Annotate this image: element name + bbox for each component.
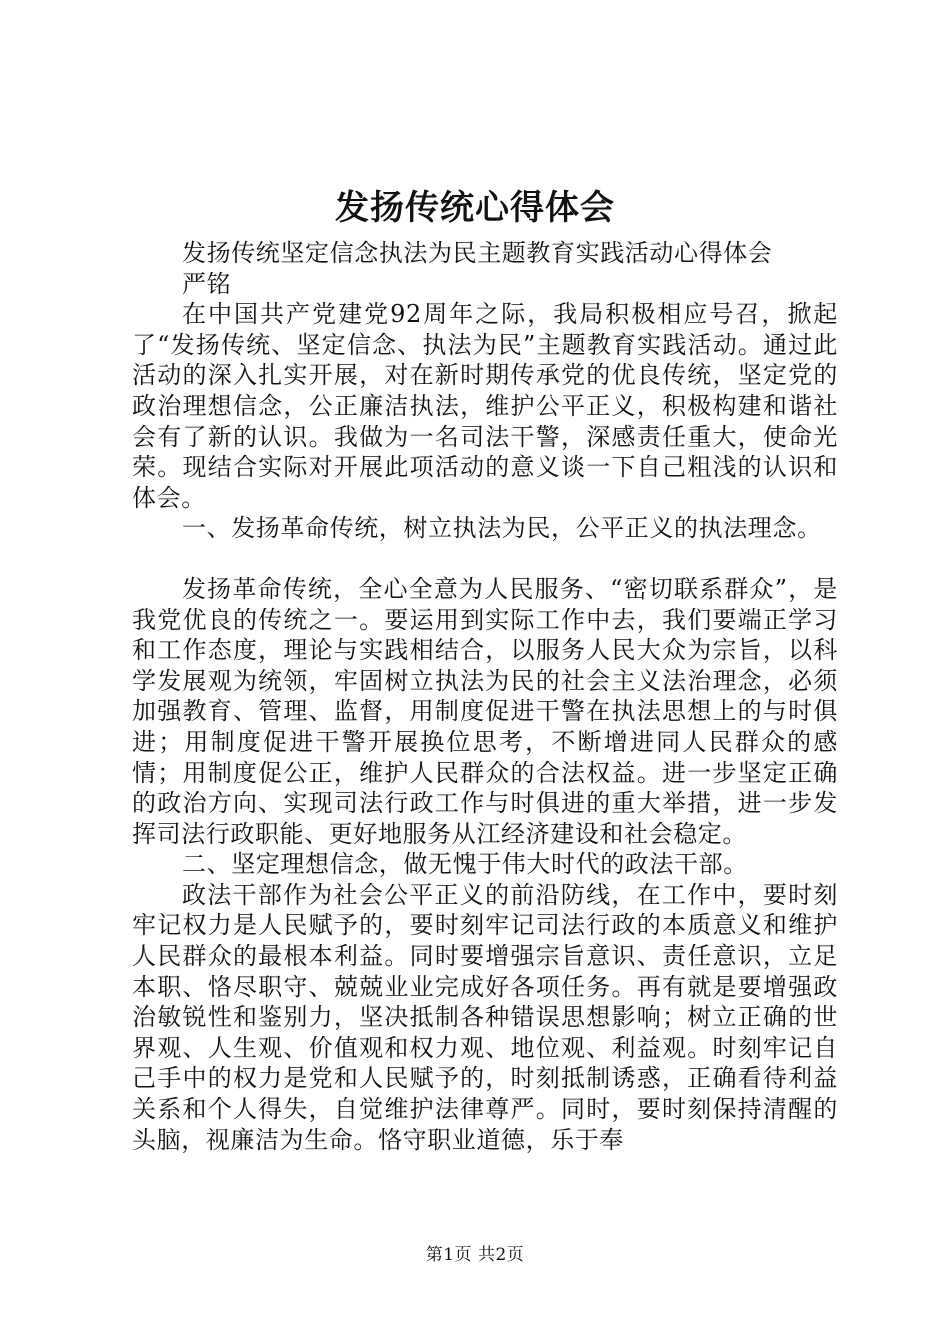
- paragraph-intro: 在中国共产党建党92周年之际，我局积极相应号召，掀起了“发扬传统、坚定信念、执法为民”主题教育实践活动。通过此活动的深入扎实开展，对在新时期传承党的优良传统，坚定党的政治理想信念，公正廉洁执法，维护公平正义，积极构建和谐社会有了新的认识。我做为一名司法干警，深感责任重大，使命光荣。现结合实际对开展此项活动的意义谈一下自己粗浅的认识和体会。: [132, 300, 838, 512]
- page-number-footer: 第1页 共2页: [425, 1245, 525, 1265]
- subtitle: 发扬传统坚定信念执法为民主题教育实践活动心得体会: [182, 239, 773, 267]
- section-heading-1: 一、发扬革命传统，树立执法为民，公平正义的执法理念。: [182, 514, 822, 543]
- document-body: [132, 238, 838, 1155]
- document-title: 发扬传统心得体会: [335, 188, 615, 228]
- author-name: 严铭: [182, 269, 232, 298]
- section-heading-2: 二、坚定理想信念，做无愧于伟大时代的政法干部。: [182, 850, 748, 879]
- paragraph-section-2: 政法干部作为社会公平正义的前沿防线，在工作中，要时刻牢记权力是人民赋予的，要时刻牢记司法行政的本质意义和维护人民群众的最根本利益。同时要增强宗旨意识、责任意识，立足本职、恪尽职守、兢兢业业完成好各项任务。再有就是要增强政治敏锐性和鉴别力，坚决抵制各种错误思想影响；树立正确的世界观、人生观、价值观和权力观、地位观、利益观。时刻牢记自己手中的权力是党和人民赋予的，时刻抵制诱惑，正确看待利益关系和个人得失，自觉维护法律尊严。同时，要时刻保持清醒的头脑，视廉洁为生命。恪守职业道德，乐于奉: [132, 880, 838, 1154]
- paragraph-section-1: 发扬革命传统，全心全意为人民服务、“密切联系群众”，是我党优良的传统之一。要运用到实际工作中去，我们要端正学习和工作态度，理论与实践相结合，以服务人民大众为宗旨，以科学发展观为统领，牢固树立执法为民的社会主义法治理念，必须加强教育、管理、监督，用制度促进干警在执法思想上的与时俱进；用制度促进干警开展换位思考，不断增进同人民群众的感情；用制度促公正，维护人民群众的合法权益。进一步坚定正确的政治方向、实现司法行政工作与时俱进的重大举措，进一步发挥司法行政职能、更好地服务从江经济建设和社会稳定。: [132, 574, 838, 848]
